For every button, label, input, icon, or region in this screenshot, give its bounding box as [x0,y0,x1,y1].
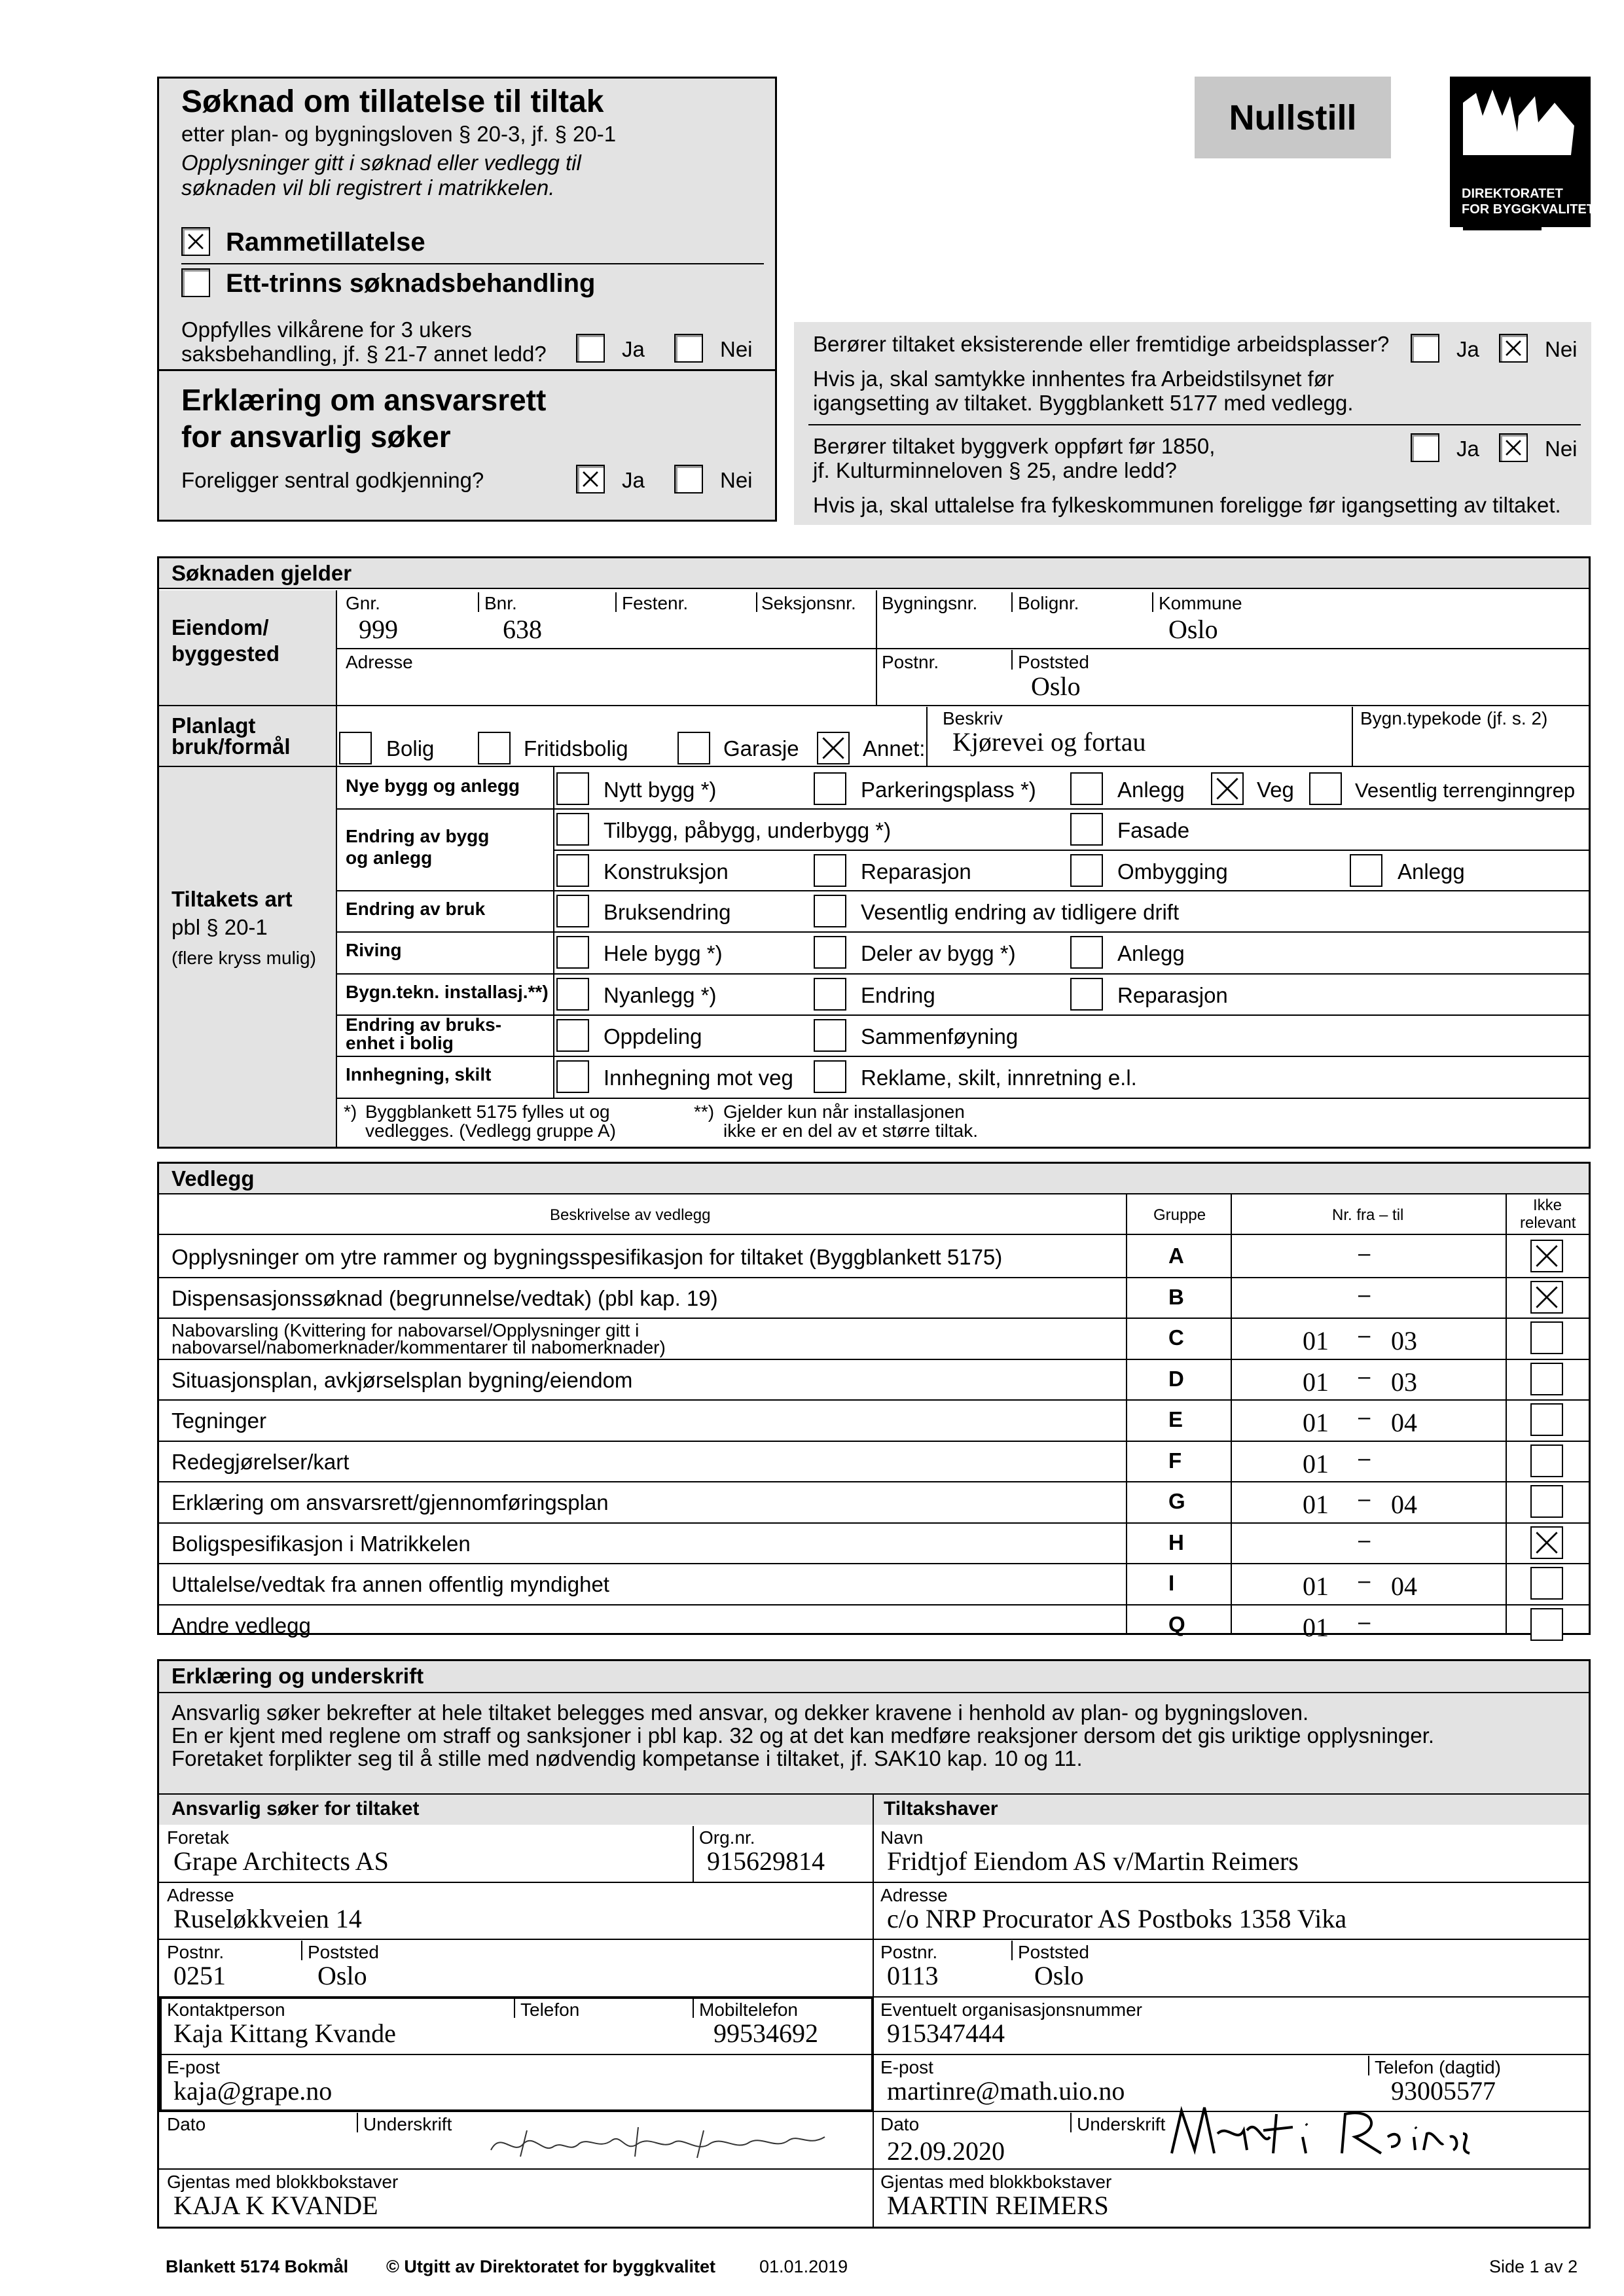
kommune-value[interactable]: Oslo [1168,615,1218,644]
foretak-label: Foretak [167,1827,229,1848]
vesentlig-endring-label: Vesentlig endring av tidligere drift [861,900,1180,924]
hele-bygg-checkbox[interactable] [556,936,589,969]
endring-inst-label: Endring [861,983,935,1007]
bygningsnr-label: Bygningsnr. [882,593,978,613]
declaration-title: Erklæring og underskrift [171,1664,424,1688]
innhegning-checkbox[interactable] [556,1060,589,1093]
th-adresse-label: Adresse [880,1885,948,1905]
festenr-label: Festenr. [622,593,689,613]
teldag-value[interactable]: 93005577 [1391,2076,1496,2106]
evorg-label: Eventuelt organisasjonsnummer [880,2000,1142,2020]
garasje-label: Garasje [723,736,799,761]
attachment-dash: – [1358,1363,1371,1388]
col-nr: Nr. fra – til [1332,1206,1404,1224]
row-endring-bruk: Endring av bruk [346,899,486,919]
poststed-value[interactable]: Oslo [1031,672,1081,701]
beskriv-value[interactable]: Kjørevei og fortau [952,727,1146,757]
row-innhegning: Innhegning, skilt [346,1064,492,1085]
th-epost-label: E-post [880,2057,933,2077]
sammenfoyning-checkbox[interactable] [814,1019,846,1052]
ikke-relevant-checkbox[interactable] [1530,1526,1563,1559]
anlegg-riving-checkbox[interactable] [1070,936,1103,969]
parkeringsplass-checkbox[interactable] [814,772,846,805]
th-poststed-label: Poststed [1018,1942,1089,1962]
form-title: Søknad om tillatelse til tiltak [181,84,604,119]
reparasjon-inst-label: Reparasjon [1117,983,1228,1007]
ombygging-label: Ombygging [1117,859,1228,884]
typekode-label: Bygn.typekode (jf. s. 2) [1360,708,1548,728]
attachment-from[interactable]: 01 [1303,1490,1329,1519]
footer-page: Side 1 av 2 [1489,2257,1578,2276]
sammenfoyning-label: Sammenføyning [861,1024,1019,1049]
workplace-info-2: igangsetting av tiltaket. Byggblankett 5177 med vedlegg. [813,391,1354,415]
attachment-dash: – [1358,1527,1371,1552]
workplace-nei-checkbox[interactable] [1499,334,1528,363]
form-subtitle: etter plan- og bygningsloven § 20-3, jf. § 20-1 [181,122,617,146]
col-beskrivelse: Beskrivelse av vedlegg [550,1206,711,1224]
sok-epost-value[interactable]: kaja@grape.no [173,2076,333,2106]
hele-bygg-label: Hele bygg *) [604,941,723,965]
sok-dato-label: Dato [167,2114,206,2134]
footer-date: 01.01.2019 [759,2257,848,2276]
heritage-question-2: jf. Kulturminneloven § 25, andre ledd? [813,458,1177,482]
deler-bygg-checkbox[interactable] [814,936,846,969]
nei-label: Nei [720,337,753,361]
seksjonsnr-label: Seksjonsnr. [761,593,856,613]
bruksendring-label: Bruksendring [604,900,731,924]
attachment-to[interactable]: 03 [1391,1326,1417,1355]
bnr-value[interactable]: 638 [503,615,542,644]
attachment-from[interactable]: 01 [1303,1612,1329,1642]
veg-checkbox[interactable] [1211,772,1244,805]
attachment-dash: – [1358,1568,1371,1592]
teldag-label: Telefon (dagtid) [1375,2057,1502,2077]
attachment-to[interactable]: 04 [1391,1408,1417,1437]
konstruksjon-checkbox[interactable] [556,854,589,887]
attachment-dash: – [1358,1445,1371,1470]
owner-signature[interactable] [1165,2098,1473,2166]
attachment-description: Redegjørelser/kart [171,1449,350,1474]
fasade-label: Fasade [1117,818,1190,842]
art-note: (flere kryss mulig) [171,948,316,968]
row-nye-bygg: Nye bygg og anlegg [346,776,520,796]
reparasjon-label: Reparasjon [861,859,971,884]
bolig-label: Bolig [386,736,435,761]
col-gruppe: Gruppe [1153,1206,1206,1224]
garasje-checkbox[interactable] [677,732,710,764]
sok-postnr-label: Postnr. [167,1942,225,1962]
anlegg-riving-label: Anlegg [1117,941,1185,965]
central-approval-question: Foreligger sentral godkjenning? [181,468,484,492]
poststed-label: Poststed [1018,652,1089,672]
attachment-to[interactable]: 04 [1391,1571,1417,1601]
nei-label: Nei [1545,437,1578,461]
reparasjon-checkbox[interactable] [814,854,846,887]
sok-adresse-value[interactable]: Ruseløkkveien 14 [173,1904,362,1933]
ja-label: Ja [622,337,645,361]
attachment-description: Andre vedlegg [171,1613,311,1638]
innhegning-label: Innhegning mot veg [604,1066,793,1090]
nullstill-button[interactable] [1195,77,1391,158]
declaration-text-2: En er kjent med reglene om straff og sanksjoner i pbl kap. 32 og at det kan medføre reaksjoner dersom det gis uriktige opplysninger. [171,1723,1435,1748]
kontakt-label: Kontaktperson [167,2000,285,2020]
ikke-relevant-checkbox[interactable] [1530,1321,1563,1354]
ja-label: Ja [1456,337,1479,361]
th-postnr-label: Postnr. [880,1942,938,1962]
footnote-2: Gjelder kun når installasjonen [723,1102,965,1122]
attachment-from[interactable]: 01 [1303,1408,1329,1437]
attachment-dash: – [1358,1241,1371,1265]
th-blokk-value[interactable]: MARTIN REIMERS [887,2191,1109,2220]
workplace-question: Berører tiltaket eksisterende eller fremtidige arbeidsplasser? [813,332,1390,356]
nei-label: Nei [720,468,753,492]
owner-header: Tiltakshaver [884,1798,998,1820]
nullstill-label: Nullstill [1229,98,1357,137]
bolig-checkbox[interactable] [339,732,372,764]
ett-trinns-label: Ett-trinns søknadsbehandling [226,269,596,298]
attachment-from[interactable]: 01 [1303,1326,1329,1355]
attachment-group: Q [1168,1611,1185,1636]
ikke-relevant-checkbox[interactable] [1530,1363,1563,1395]
sok-postnr-value[interactable]: 0251 [173,1961,226,1990]
attachment-description-2: nabovarsel/nabomerknader/kommentarer til nabomerknader) [171,1337,666,1357]
attachment-from[interactable]: 01 [1303,1448,1329,1479]
attachment-from[interactable]: 01 [1303,1367,1329,1397]
sok-poststed-value[interactable]: Oslo [317,1961,367,1990]
nyanlegg-checkbox[interactable] [556,978,589,1011]
anlegg-endring-label: Anlegg [1398,859,1465,884]
workplace-ja-checkbox[interactable] [1411,334,1439,363]
adresse-label: Adresse [346,652,413,672]
eiendom-label: Eiendom/ [171,615,269,639]
ja-label: Ja [1456,437,1479,461]
ikke-relevant-checkbox[interactable] [1530,1281,1563,1314]
gnr-value[interactable]: 999 [359,615,398,644]
attachment-to[interactable]: 03 [1391,1367,1417,1397]
deler-bygg-label: Deler av bygg *) [861,941,1016,965]
anlegg-new-label: Anlegg [1117,778,1185,802]
beskriv-label: Beskriv [943,708,1003,728]
ikke-relevant-checkbox[interactable] [1530,1403,1563,1436]
foretak-value[interactable]: Grape Architects AS [173,1846,389,1876]
footnote-1: Byggblankett 5175 fylles ut og [365,1102,610,1122]
attachment-group: E [1168,1407,1183,1431]
row-riving: Riving [346,940,402,960]
attachment-group: I [1168,1571,1175,1595]
ikke-relevant-checkbox[interactable] [1530,1485,1563,1518]
attachment-group: F [1168,1448,1182,1473]
heritage-nei-checkbox[interactable] [1499,433,1528,462]
nyanlegg-label: Nyanlegg *) [604,983,717,1007]
attachment-group: B [1168,1284,1184,1309]
reparasjon-inst-checkbox[interactable] [1070,978,1103,1011]
ikke-relevant-checkbox[interactable] [1530,1240,1563,1272]
central-ja-checkbox[interactable] [576,465,605,493]
th-dato-label: Dato [880,2114,920,2134]
attachment-description: Dispensasjonssøknad (begrunnelse/vedtak) (pbl kap. 19) [171,1285,718,1310]
th-dato-value[interactable]: 22.09.2020 [887,2136,1005,2166]
orgnr-label: Org.nr. [699,1827,755,1848]
art-ref: pbl § 20-1 [171,915,268,939]
col-relevant: relevant [1520,1214,1576,1232]
annet-label: Annet: [863,736,926,761]
sok-epost-label: E-post [167,2057,220,2077]
sok-blokk-value[interactable]: KAJA K KVANDE [173,2191,378,2220]
mobil-value[interactable]: 99534692 [713,2018,818,2048]
footnote-2-mark: **) [694,1102,715,1122]
attachment-description: Boligspesifikasjon i Matrikkelen [171,1531,471,1556]
applicant-header: Ansvarlig søker for tiltaket [171,1798,420,1820]
anlegg-endring-checkbox[interactable] [1350,854,1382,887]
attachment-description: Uttalelse/vedtak fra annen offentlig myndighet [171,1572,609,1596]
attachment-group: A [1168,1244,1184,1268]
bolignr-label: Bolignr. [1018,593,1079,613]
attachment-dash: – [1358,1609,1371,1634]
logo-text-2: FOR BYGGKVALITET [1462,202,1595,217]
nytt-bygg-label: Nytt bygg *) [604,778,717,802]
orgnr-value[interactable]: 915629814 [707,1846,825,1876]
ikke-relevant-checkbox[interactable] [1530,1444,1563,1477]
oppdeling-label: Oppdeling [604,1024,702,1049]
row-endring-bygg: Endring av bygg [346,826,490,846]
th-gjentas-label: Gjentas med blokkbokstaver [880,2172,1112,2192]
applicant-signature[interactable] [488,2117,828,2166]
nytt-bygg-checkbox[interactable] [556,772,589,805]
nei-label: Nei [1545,337,1578,361]
th-postnr-value[interactable]: 0113 [887,1961,939,1990]
sok-adresse-label: Adresse [167,1885,234,1905]
attachment-group: C [1168,1325,1184,1350]
sok-underskrift-label: Underskrift [363,2114,452,2134]
bruk-label-2: bruk/formål [171,734,291,759]
attachment-description: Tegninger [171,1408,266,1433]
th-adresse-value[interactable]: c/o NRP Procurator AS Postboks 1358 Vika [887,1904,1347,1933]
attachment-dash: – [1358,1405,1371,1429]
heritage-question: Berører tiltaket byggverk oppført før 1850, [813,434,1216,458]
footnote-2-2: ikke er en del av et større tiltak. [723,1121,979,1141]
attachment-description: Opplysninger om ytre rammer og bygningsspesifikasjon for tiltaket (Byggblankett 5175) [171,1245,1003,1269]
parkeringsplass-label: Parkeringsplass *) [861,778,1036,802]
footnote-1-mark: *) [344,1102,357,1122]
gnr-label: Gnr. [346,593,380,613]
konstruksjon-label: Konstruksjon [604,859,729,884]
rammetillatelse-label: Rammetillatelse [226,228,425,257]
declaration-text-3: Foretaket forplikter seg til å stille med nødvendig kompetanse i tiltaket, jf. SAK10 kap. 10 og 11. [171,1746,1083,1770]
registry-note-2: søknaden vil bli registrert i matrikkelen. [181,175,555,200]
attachment-to[interactable]: 04 [1391,1490,1417,1519]
col-ikke: Ikke [1533,1196,1562,1214]
art-label: Tiltakets art [171,887,293,911]
three-week-ja-checkbox[interactable] [576,334,605,363]
terrenginngrep-label: Vesentlig terrenginngrep [1355,779,1576,802]
kontakt-value[interactable]: Kaja Kittang Kvande [173,2018,396,2048]
navn-label: Navn [880,1827,924,1848]
ombygging-checkbox[interactable] [1070,854,1103,887]
attachment-description: Nabovarsling (Kvittering for nabovarsel/Opplysninger gitt i [171,1320,640,1340]
three-week-question-2: saksbehandling, jf. § 21-7 annet ledd? [181,342,547,366]
kommune-label: Kommune [1159,593,1242,613]
annet-checkbox[interactable] [817,732,850,764]
ikke-relevant-checkbox[interactable] [1530,1567,1563,1600]
reklame-checkbox[interactable] [814,1060,846,1093]
reklame-label: Reklame, skilt, innretning e.l. [861,1066,1137,1090]
bruk-label: Planlagt [171,713,256,738]
tilbygg-checkbox[interactable] [556,813,589,846]
attachment-description: Situasjonsplan, avkjørselsplan bygning/eiendom [171,1367,633,1392]
terrenginngrep-checkbox[interactable] [1309,772,1342,805]
responsibility-title-2: for ansvarlig søker [181,420,451,454]
sok-poststed-label: Poststed [308,1942,379,1962]
heritage-ja-checkbox[interactable] [1411,433,1439,462]
declaration-text-1: Ansvarlig søker bekrefter at hele tiltaket belegges med ansvar, og dekker kravene i henhold av plan- og bygningsloven. [171,1700,1309,1725]
mobil-label: Mobiltelefon [699,2000,798,2020]
row-tekn-installasjon: Bygn.tekn. installasj.**) [346,982,549,1002]
anlegg-new-checkbox[interactable] [1070,772,1103,805]
footer-form-id: Blankett 5174 Bokmål [166,2257,349,2276]
attachment-dash: – [1358,1323,1371,1347]
footer-copyright: © Utgitt av Direktoratet for byggkvalitet [386,2257,715,2276]
workplace-info: Hvis ja, skal samtykke innhentes fra Arbeidstilsynet før [813,367,1334,391]
attachment-dash: – [1358,1486,1371,1511]
central-nei-checkbox[interactable] [674,465,703,493]
section-title: Søknaden gjelder [171,561,352,585]
heritage-info: Hvis ja, skal uttalelse fra fylkeskommunen foreligge før igangsetting av tiltaket. [813,493,1561,517]
fasade-checkbox[interactable] [1070,813,1103,846]
fritidsbolig-label: Fritidsbolig [524,736,628,761]
row-bruksenhet-2: enhet i bolig [346,1033,454,1053]
logo-text-1: DIREKTORATET [1462,187,1563,201]
three-week-nei-checkbox[interactable] [674,334,703,363]
ja-label: Ja [622,468,645,492]
attachment-group: H [1168,1530,1184,1554]
bnr-label: Bnr. [484,593,517,613]
endring-inst-checkbox[interactable] [814,978,846,1011]
vesentlig-endring-checkbox[interactable] [814,895,846,927]
attachments-title: Vedlegg [171,1166,255,1191]
tilbygg-label: Tilbygg, påbygg, underbygg *) [604,818,892,842]
registry-note: Opplysninger gitt i søknad eller vedlegg til [181,151,581,175]
attachment-group: G [1168,1489,1185,1513]
ikke-relevant-checkbox[interactable] [1530,1608,1563,1641]
eiendom-label-2: byggested [171,641,280,666]
oppdeling-checkbox[interactable] [556,1019,589,1052]
fritidsbolig-checkbox[interactable] [478,732,511,764]
footnote-1-2: vedlegges. (Vedlegg gruppe A) [365,1121,616,1141]
row-endring-bygg-2: og anlegg [346,848,433,868]
th-epost-value[interactable]: martinre@math.uio.no [887,2076,1125,2106]
attachment-group: D [1168,1366,1184,1391]
responsibility-title: Erklæring om ansvarsrett [181,383,547,417]
row-bruksenhet: Endring av bruks- [346,1014,502,1035]
attachment-from[interactable]: 01 [1303,1571,1329,1601]
three-week-question: Oppfylles vilkårene for 3 ukers [181,317,472,342]
attachment-dash: – [1358,1282,1371,1306]
th-underskrift-label: Underskrift [1077,2114,1166,2134]
veg-label: Veg [1257,778,1294,802]
attachment-description: Erklæring om ansvarsrett/gjennomføringsplan [171,1490,609,1515]
dibk-logo [1450,77,1595,230]
ett-trinns-checkbox[interactable] [181,268,210,297]
postnr-label: Postnr. [882,652,939,672]
sok-gjentas-label: Gjentas med blokkbokstaver [167,2172,399,2192]
bruksendring-checkbox[interactable] [556,895,589,927]
telefon-label: Telefon [520,2000,580,2020]
rammetillatelse-checkbox[interactable] [181,227,210,256]
th-poststed-value[interactable]: Oslo [1034,1961,1084,1990]
evorg-value[interactable]: 915347444 [887,2018,1005,2048]
navn-value[interactable]: Fridtjof Eiendom AS v/Martin Reimers [887,1846,1299,1876]
